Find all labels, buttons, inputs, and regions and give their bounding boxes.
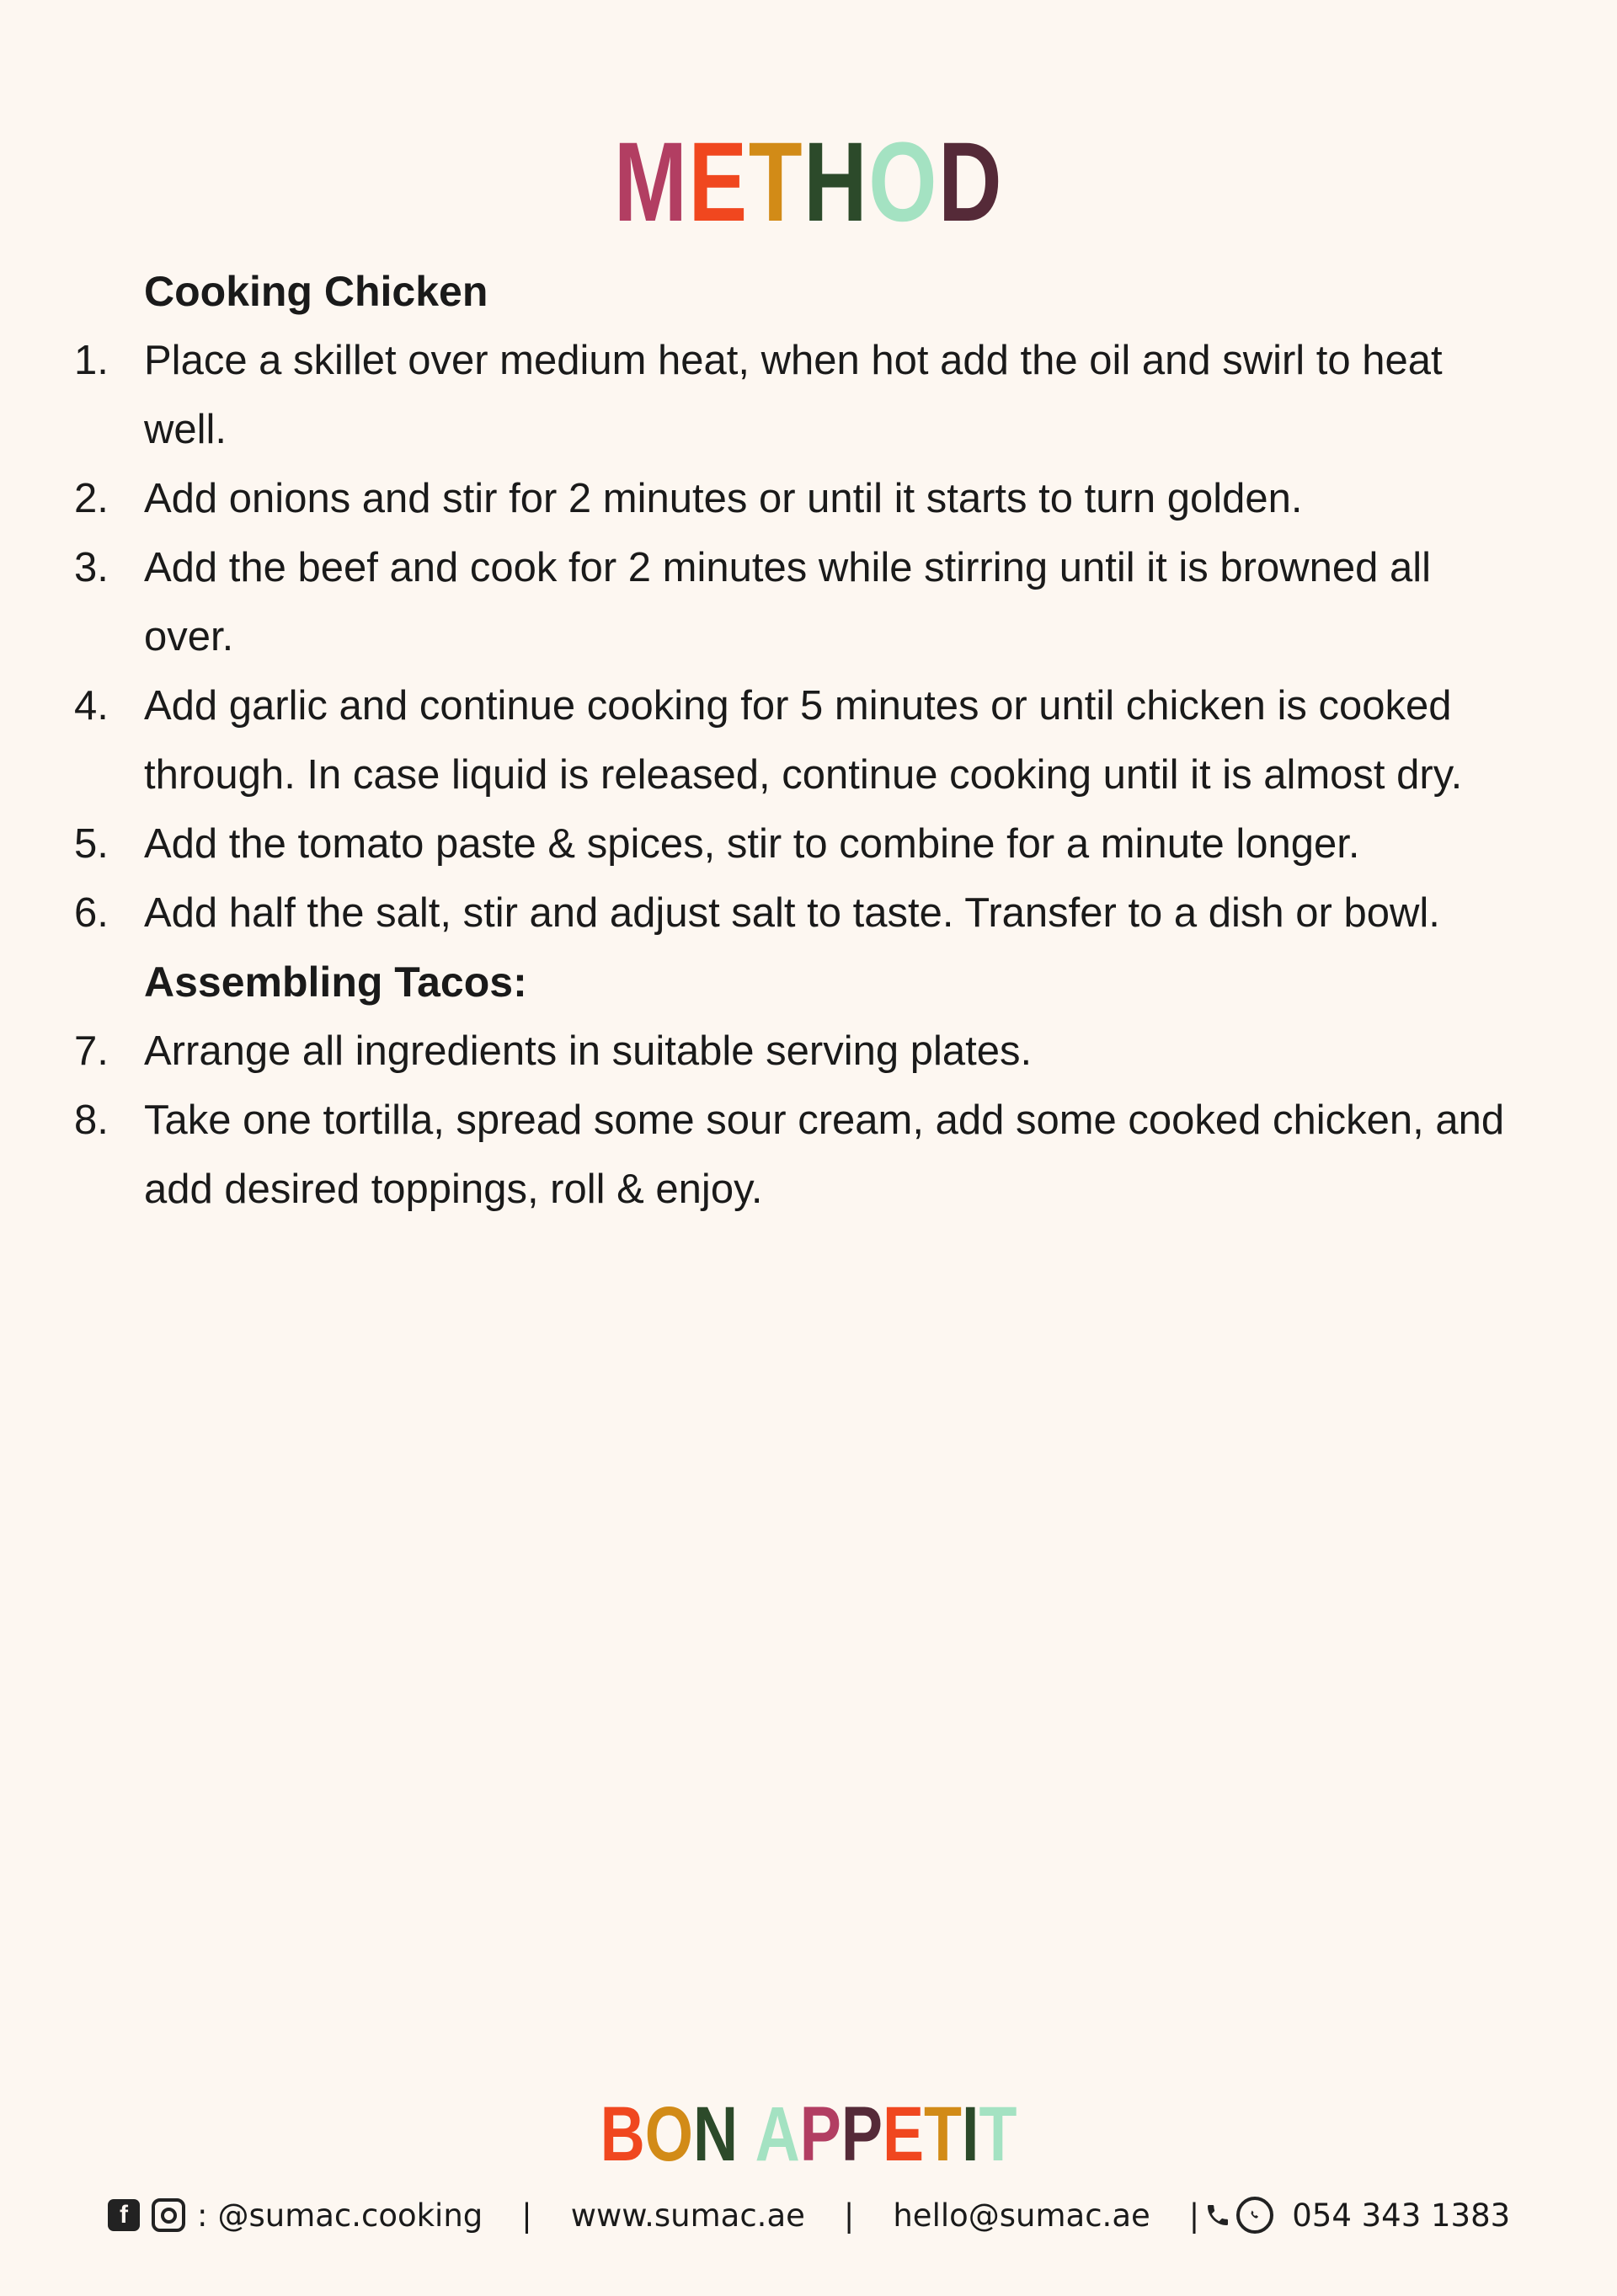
method-content — [0, 257, 1617, 1224]
bon-appetit-banner — [162, 2091, 1455, 2177]
step-text: Add the tomato paste & spices, stir to combine for a minute longer. — [144, 821, 1360, 867]
page-title — [178, 120, 1439, 245]
bon-letter: B — [600, 2091, 645, 2177]
separator: | — [843, 2197, 855, 2234]
appetit-letter: I — [962, 2091, 979, 2177]
title-letter: D — [938, 120, 1004, 245]
title-letter: M — [613, 120, 689, 245]
section-heading-cooking: Cooking Chicken — [144, 268, 488, 315]
step-text: Add garlic and continue cooking for 5 minutes or until chicken is cooked through. In case liquid is released, continue cooking until it is almost dry. — [144, 683, 1463, 798]
appetit-letter: P — [841, 2091, 883, 2177]
step-text: Add onions and stir for 2 minutes or until it starts to turn golden. — [144, 476, 1303, 521]
phone-icon — [1204, 2202, 1231, 2229]
step-text: Add half the salt, stir and adjust salt to taste. Transfer to a dish or bowl. — [144, 890, 1440, 936]
step-number: 1. — [74, 338, 109, 383]
phone-number[interactable]: 054 343 1383 — [1292, 2197, 1511, 2234]
email-link[interactable]: hello@sumac.ae — [893, 2197, 1150, 2234]
step-item — [0, 671, 1617, 809]
appetit-letter: T — [924, 2091, 963, 2177]
facebook-icon[interactable]: f — [108, 2199, 140, 2231]
step-item — [0, 1086, 1617, 1224]
step-text: Place a skillet over medium heat, when hot add the oil and swirl to heat well. — [144, 338, 1443, 452]
title-letter: T — [748, 120, 804, 245]
step-item — [0, 809, 1617, 878]
website-link[interactable]: www.sumac.ae — [570, 2197, 805, 2234]
appetit-letter: T — [979, 2091, 1017, 2177]
step-number: 6. — [74, 890, 109, 936]
title-letter: E — [688, 120, 749, 245]
appetit-letter: P — [799, 2091, 841, 2177]
separator: | — [521, 2197, 532, 2234]
step-number: 8. — [74, 1097, 109, 1143]
appetit-letter: A — [755, 2091, 800, 2177]
separator: | — [1188, 2197, 1200, 2234]
step-item — [0, 326, 1617, 464]
step-number: 3. — [74, 545, 109, 590]
step-text: Add the beef and cook for 2 minutes while stirring until it is browned all over. — [144, 545, 1431, 659]
instagram-icon[interactable] — [152, 2198, 185, 2232]
step-number: 7. — [74, 1028, 109, 1074]
title-letter: H — [803, 120, 869, 245]
bon-letter: O — [644, 2091, 693, 2177]
step-text: Arrange all ingredients in suitable serving plates. — [144, 1028, 1033, 1074]
step-number: 5. — [74, 821, 109, 867]
step-item — [0, 1017, 1617, 1086]
step-text: Take one tortilla, spread some sour cream, add some cooked chicken, and add desired toppings, roll & enjoy. — [144, 1097, 1505, 1212]
section-heading-assembling: Assembling Tacos: — [144, 958, 527, 1006]
step-number: 4. — [74, 683, 109, 729]
title-letter: O — [868, 120, 939, 245]
appetit-letter: E — [882, 2091, 925, 2177]
step-item — [0, 533, 1617, 671]
bon-letter: N — [692, 2091, 739, 2177]
footer-contact — [108, 2197, 1617, 2234]
social-handle-link[interactable]: @sumac.cooking — [217, 2197, 483, 2234]
whatsapp-icon[interactable] — [1236, 2197, 1273, 2234]
step-item — [0, 878, 1617, 948]
step-number: 2. — [74, 476, 109, 521]
step-item — [0, 464, 1617, 533]
social-prefix: : — [197, 2197, 208, 2234]
